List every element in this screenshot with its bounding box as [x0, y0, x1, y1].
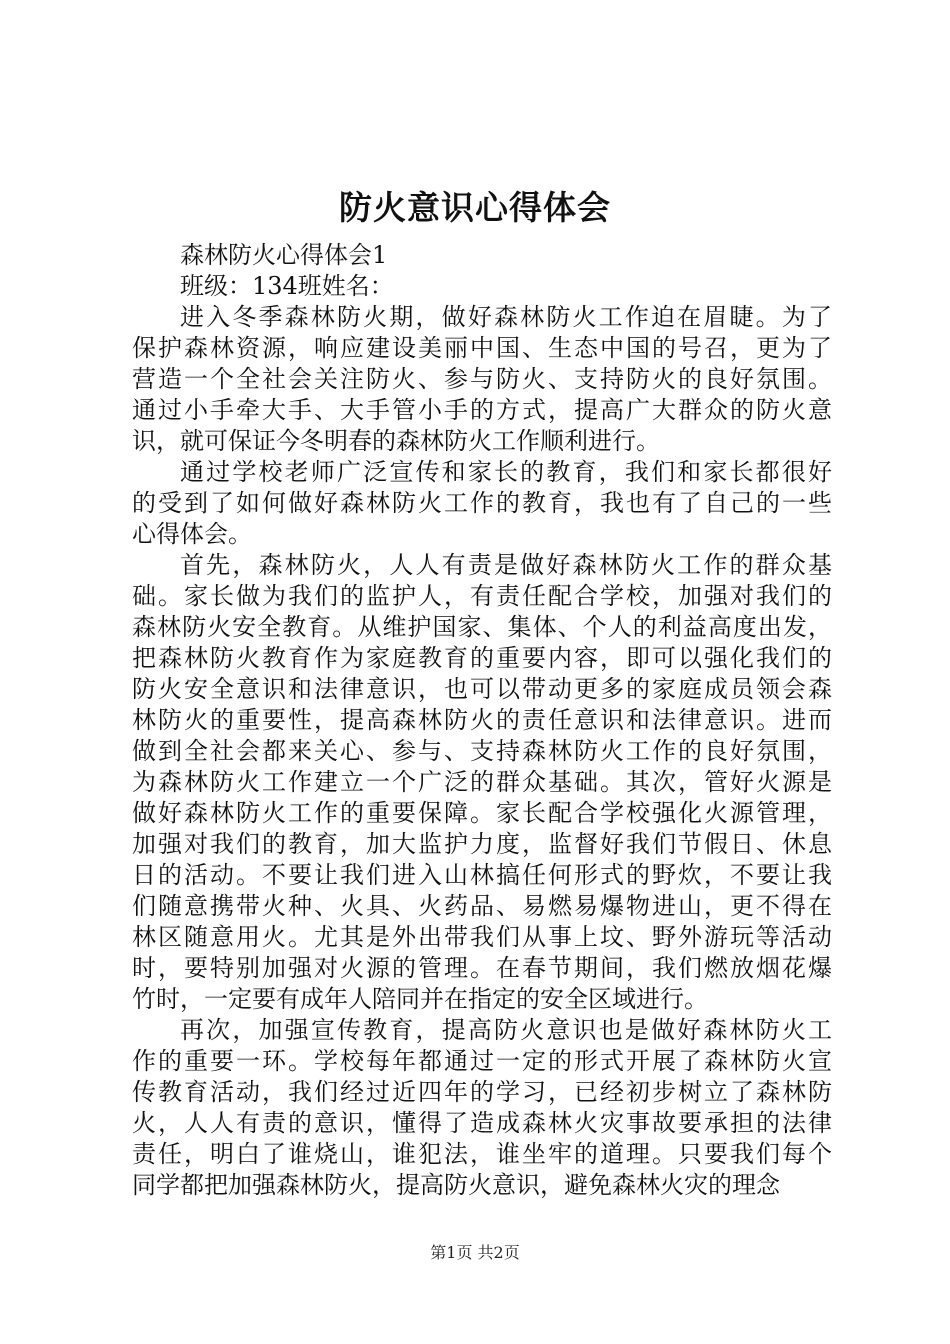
paragraph-line: 做到全社会都来关心、参与、支持森林防火工作的良好氛围，: [132, 737, 832, 765]
paragraph-line: 识，就可保证今冬明春的森林防火工作顺利进行。: [132, 427, 660, 455]
document-title: 防火意识心得体会: [339, 188, 611, 227]
paragraph-line: 心得体会。: [132, 520, 252, 548]
paragraph-line: 通过小手牵大手、大手管小手的方式，提高广大群众的防火意: [132, 396, 832, 424]
paragraph-line: 防火安全意识和法律意识，也可以带动更多的家庭成员领会森: [132, 675, 832, 703]
paragraph-line: 责任，明白了谁烧山，谁犯法，谁坐牢的道理。只要我们每个: [132, 1140, 832, 1168]
paragraph-line: 传教育活动，我们经过近四年的学习，已经初步树立了森林防: [132, 1078, 832, 1106]
paragraph-first-line: 通过学校老师广泛宣传和家长的教育，我们和家长都很好: [180, 458, 832, 486]
paragraph-line: 们随意携带火种、火具、火药品、易燃易爆物进山，更不得在: [132, 892, 832, 920]
document-body: [132, 240, 832, 1201]
page-footer: 第1页 共2页: [430, 1243, 520, 1262]
paragraph-first-line: 再次，加强宣传教育，提高防火意识也是做好森林防火工: [180, 1016, 832, 1044]
paragraph-line: 森林防火安全教育。从维护国家、集体、个人的利益高度出发，: [132, 613, 832, 641]
paragraph-line: 时，要特别加强对火源的管理。在春节期间，我们燃放烟花爆: [132, 954, 832, 982]
paragraph-line: 火，人人有责的意识，懂得了造成森林火灾事故要承担的法律: [132, 1109, 832, 1137]
paragraph-first-line: 班级：134班姓名：: [180, 272, 394, 300]
paragraph-line: 的受到了如何做好森林防火工作的教育，我也有了自己的一些: [132, 489, 832, 517]
paragraph-first-line: 森林防火心得体会1: [180, 241, 388, 269]
paragraph-line: 林区随意用火。尤其是外出带我们从事上坟、野外游玩等活动: [132, 923, 832, 951]
paragraph-line: 日的活动。不要让我们进入山林搞任何形式的野炊，不要让我: [132, 861, 832, 889]
paragraph-first-line: 进入冬季森林防火期，做好森林防火工作迫在眉睫。为了: [180, 303, 832, 331]
paragraph-line: 础。家长做为我们的监护人，有责任配合学校，加强对我们的: [132, 582, 832, 610]
paragraph-line: 为森林防火工作建立一个广泛的群众基础。其次，管好火源是: [132, 768, 832, 796]
paragraph-line: 保护森林资源，响应建设美丽中国、生态中国的号召，更为了: [132, 334, 832, 362]
paragraph-line: 做好森林防火工作的重要保障。家长配合学校强化火源管理，: [132, 799, 832, 827]
paragraph-line: 同学都把加强森林防火，提高防火意识，避免森林火灾的理念: [132, 1171, 780, 1199]
paragraph-line: 竹时，一定要有成年人陪同并在指定的安全区域进行。: [132, 985, 708, 1013]
paragraph-first-line: 首先，森林防火，人人有责是做好森林防火工作的群众基: [180, 551, 832, 579]
paragraph-line: 加强对我们的教育，加大监护力度，监督好我们节假日、休息: [132, 830, 832, 858]
paragraph-line: 营造一个全社会关注防火、参与防火、支持防火的良好氛围。: [132, 365, 832, 393]
paragraph-line: 林防火的重要性，提高森林防火的责任意识和法律意识。进而: [132, 706, 832, 734]
paragraph-line: 作的重要一环。学校每年都通过一定的形式开展了森林防火宣: [132, 1047, 832, 1075]
paragraph-line: 把森林防火教育作为家庭教育的重要内容，即可以强化我们的: [132, 644, 832, 672]
